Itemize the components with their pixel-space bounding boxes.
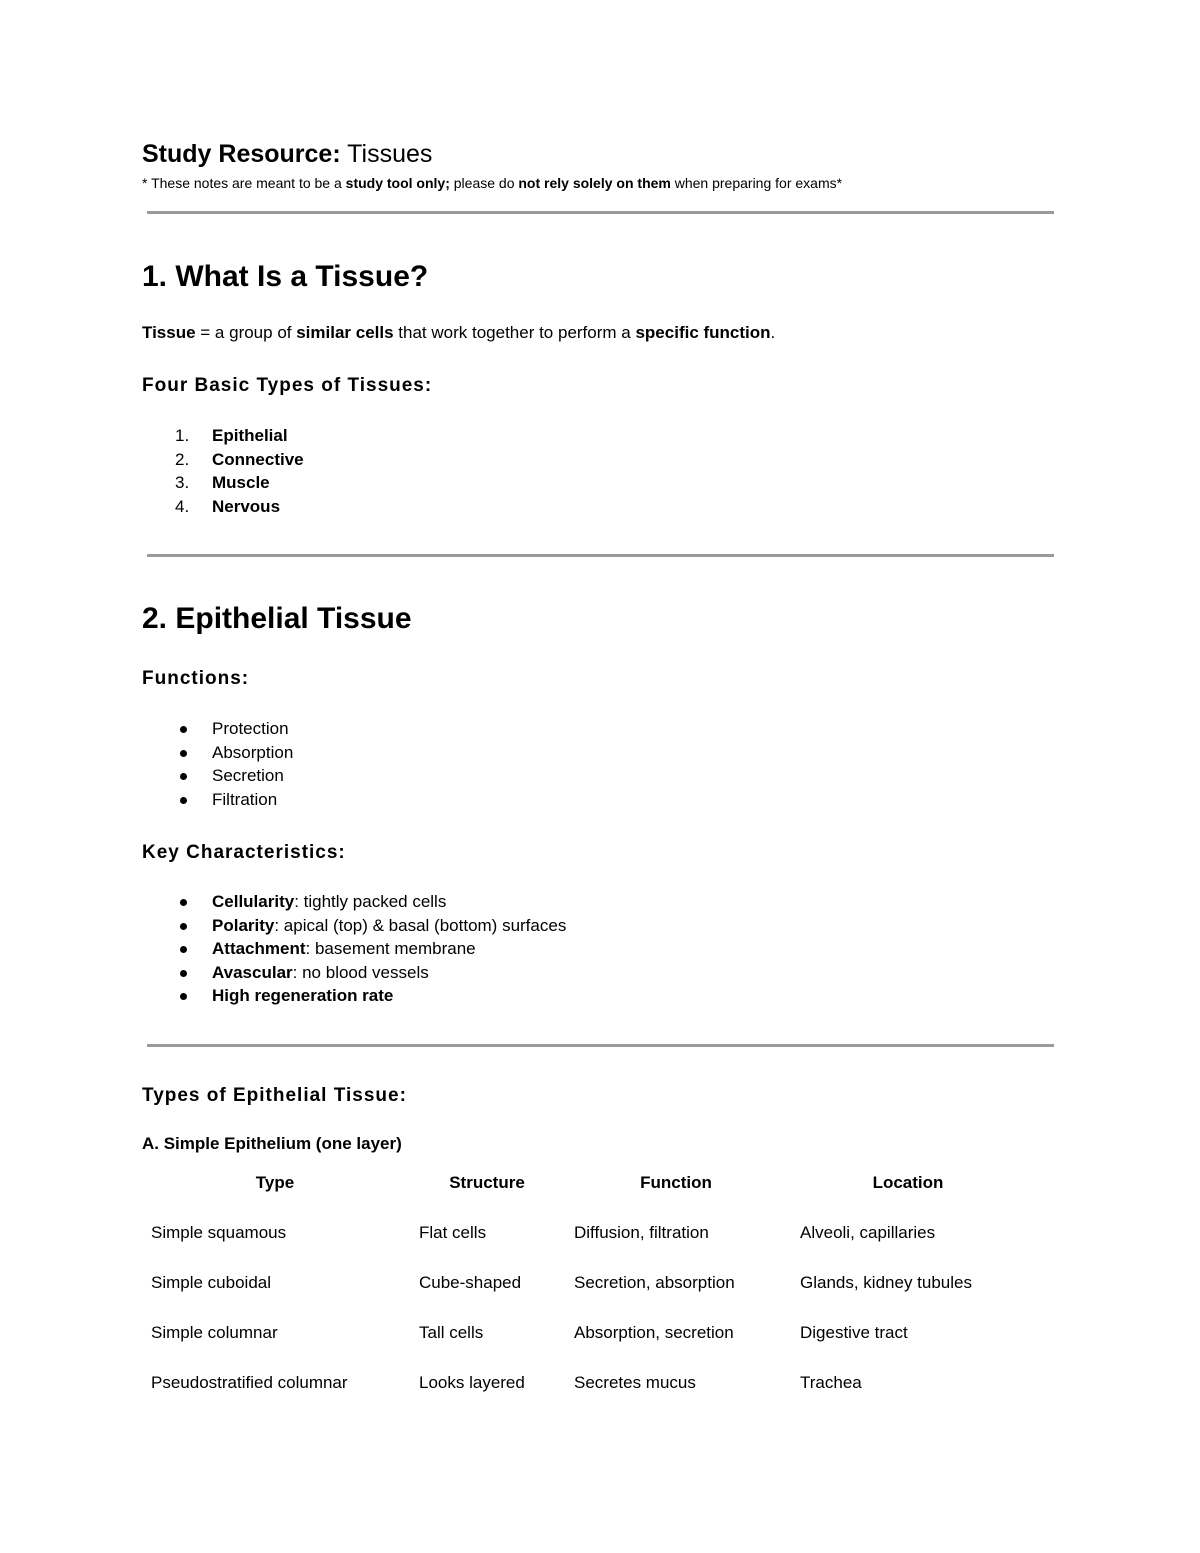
table-cell-function: Secretion, absorption [574, 1273, 735, 1292]
list-item [142, 741, 293, 765]
definition-term: Tissue [142, 323, 196, 342]
characteristic-term: Polarity [212, 915, 275, 935]
list-item [142, 717, 293, 741]
list-number: 3. [175, 473, 190, 492]
list-number: 1. [175, 426, 190, 445]
list-item [142, 471, 304, 495]
bullet-icon [180, 899, 187, 906]
list-item-label: Nervous [212, 496, 281, 516]
table-cell-function: Absorption, secretion [574, 1323, 734, 1342]
table-header-structure: Structure [449, 1173, 525, 1192]
note-part: * These notes are meant to be a [142, 175, 346, 191]
table-header-type: Type [255, 1173, 295, 1192]
characteristic-desc: : apical (top) & basal (bottom) surfaces [274, 915, 567, 935]
list-item [142, 937, 566, 961]
subheading-four-types: Four Basic Types of Tissues: [142, 375, 433, 396]
tissue-definition [142, 323, 775, 343]
horizontal-divider [147, 211, 1054, 214]
list-item [142, 495, 304, 519]
table-cell-structure: Tall cells [419, 1323, 484, 1342]
definition-emphasis: similar cells [296, 323, 394, 342]
definition-emphasis: specific function [635, 323, 771, 342]
definition-text: that work together to perform a [393, 323, 636, 342]
table-cell-type: Simple cuboidal [151, 1273, 272, 1292]
bullet-icon [180, 773, 187, 780]
list-item-label: Absorption [212, 742, 294, 762]
note-emphasis: study tool only; [345, 175, 450, 191]
horizontal-divider [147, 554, 1054, 557]
list-item [142, 788, 293, 812]
definition-text: . [770, 323, 776, 342]
definition-text: = a group of [195, 323, 297, 342]
list-number: 4. [175, 496, 190, 516]
characteristic-desc: : basement membrane [305, 939, 476, 958]
table-header-location: Location [872, 1173, 944, 1192]
bullet-icon [180, 993, 187, 1000]
table-cell-type: Simple squamous [151, 1223, 287, 1242]
list-item [142, 764, 293, 788]
bullet-icon [180, 970, 187, 977]
characteristic-term: Cellularity [212, 892, 295, 911]
list-number: 2. [175, 449, 190, 469]
title-topic: Tissues [340, 140, 433, 168]
list-item [142, 890, 566, 914]
list-item [142, 424, 304, 448]
title-label: Study Resource: [142, 140, 341, 168]
characteristic-desc: : tightly packed cells [294, 892, 447, 911]
tissue-types-list [142, 424, 304, 518]
characteristics-list [142, 890, 566, 1008]
bullet-icon [180, 726, 187, 733]
table-cell-type: Simple columnar [151, 1323, 278, 1342]
table-cell-structure: Looks layered [419, 1373, 525, 1392]
table-cell-function: Diffusion, filtration [574, 1223, 709, 1242]
list-item [142, 448, 304, 472]
subheading-types-of-epithelial: Types of Epithelial Tissue: [142, 1085, 407, 1106]
table-cell-type: Pseudostratified columnar [151, 1373, 348, 1392]
bullet-icon [180, 923, 187, 930]
section-heading-what-is-tissue: 1. What Is a Tissue? [142, 260, 429, 293]
bullet-icon [180, 797, 187, 804]
list-item-label: Epithelial [212, 426, 288, 445]
list-item [142, 914, 566, 938]
table-cell-structure: Cube-shaped [419, 1273, 522, 1292]
table-cell-location: Trachea [800, 1373, 862, 1392]
table-cell-function: Secretes mucus [574, 1373, 696, 1392]
disclaimer-note [142, 175, 842, 191]
list-item-label: Muscle [212, 473, 270, 492]
note-emphasis: not rely solely on them [518, 175, 671, 191]
characteristic-term: Attachment [212, 939, 306, 958]
list-item-label: Filtration [212, 789, 278, 809]
subheading-simple-epithelium: A. Simple Epithelium (one layer) [142, 1134, 402, 1153]
characteristic-term: Avascular [212, 962, 293, 982]
note-part: when preparing for exams* [670, 175, 843, 191]
list-item [142, 984, 566, 1008]
functions-list [142, 717, 293, 811]
document-title [142, 140, 432, 169]
characteristic-term: High regeneration rate [212, 986, 394, 1005]
bullet-icon [180, 750, 187, 757]
table-cell-structure: Flat cells [419, 1223, 487, 1242]
table-cell-location: Alveoli, capillaries [800, 1223, 936, 1242]
table-header-function: Function [640, 1173, 712, 1192]
subheading-functions: Functions: [142, 668, 250, 689]
subheading-key-characteristics: Key Characteristics: [142, 842, 346, 863]
list-item-label: Protection [212, 719, 289, 738]
list-item-label: Secretion [212, 766, 284, 785]
bullet-icon [180, 946, 187, 953]
list-item [142, 961, 566, 985]
note-part: please do [449, 175, 519, 191]
horizontal-divider [147, 1044, 1054, 1047]
table-cell-location: Glands, kidney tubules [800, 1273, 972, 1292]
list-item-label: Connective [212, 449, 304, 469]
section-heading-epithelial: 2. Epithelial Tissue [142, 602, 412, 635]
table-cell-location: Digestive tract [800, 1323, 908, 1342]
characteristic-desc: : no blood vessels [292, 962, 429, 982]
